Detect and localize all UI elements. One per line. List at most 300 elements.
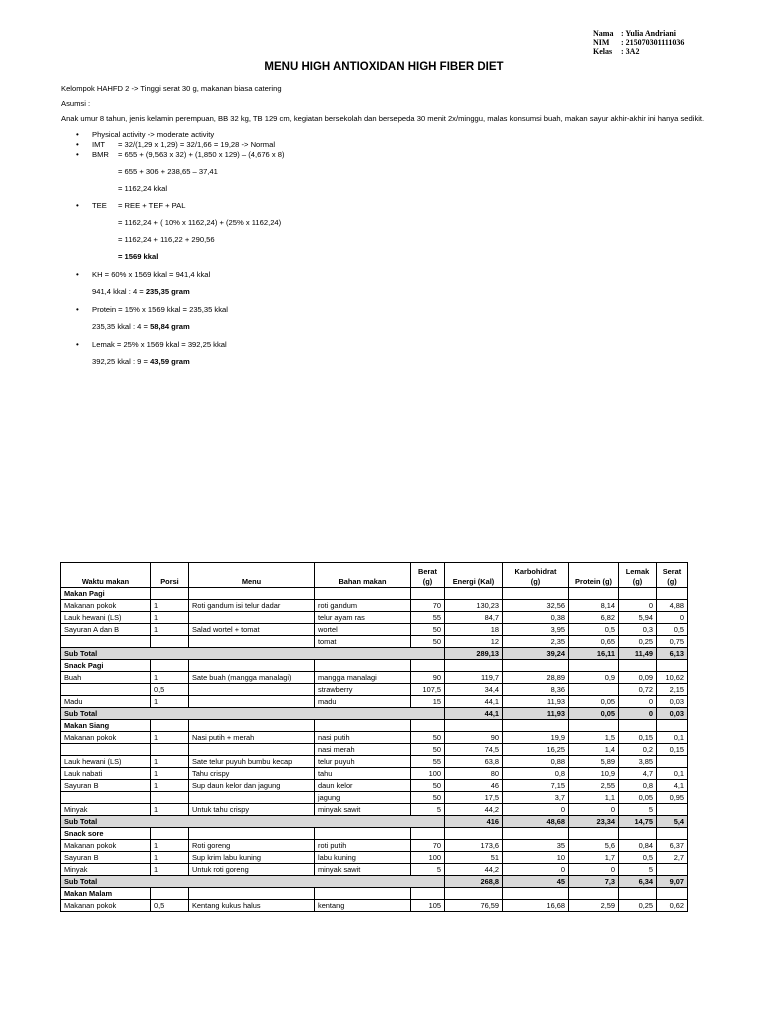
cell-karbo: 8,36: [503, 684, 569, 696]
cell-berat: 5: [411, 864, 445, 876]
cell-protein: 0: [569, 864, 619, 876]
cell-menu: [189, 888, 315, 900]
cell-berat: 105: [411, 900, 445, 912]
cell-energi: 84,7: [445, 612, 503, 624]
table-row: [61, 612, 688, 624]
cell-waktu: Makan Pagi: [61, 588, 151, 600]
table-row: [61, 624, 688, 636]
cell-menu: Sup daun kelor dan jagung: [189, 780, 315, 792]
cell-menu: Tahu crispy: [189, 768, 315, 780]
table-row: [61, 732, 688, 744]
cell-menu: [189, 792, 315, 804]
cell-porsi: [151, 720, 189, 732]
table-row: [61, 864, 688, 876]
cell-serat: 10,62: [657, 672, 688, 684]
cell-porsi: [151, 588, 189, 600]
kh-result-line: 941,4 kkal : 4 = 235,35 gram: [92, 287, 190, 296]
cell-menu: Nasi putih + merah: [189, 732, 315, 744]
cell-waktu: Lauk nabati: [61, 768, 151, 780]
cell-berat: 70: [411, 840, 445, 852]
cell-energi: [445, 888, 503, 900]
lemak-item: • Lemak = 25% x 1569 kkal = 392,25 kkal: [61, 340, 711, 350]
cell-protein: 0,05: [569, 708, 619, 720]
table-row: [61, 804, 688, 816]
assumption-text: Anak umur 8 tahun, jenis kelamin perempuan, BB 32 kg, TB 129 cm, kegiatan bersekolah dan bersepeda 30 menit 2x/minggu, malas konsumsi buah, makan sayur akhir-akhir ini hanya sedikit.: [61, 114, 705, 123]
cell-karbo: 48,68: [503, 816, 569, 828]
cell-energi: [445, 588, 503, 600]
cell-menu: Untuk tahu crispy: [189, 804, 315, 816]
page-title: MENU HIGH ANTIOXIDAN HIGH FIBER DIET: [264, 61, 504, 73]
table-row: [61, 780, 688, 792]
bmr-step3: = 1162,24 kkal: [118, 184, 168, 193]
cell-waktu: Makan Siang: [61, 720, 151, 732]
document-body: [61, 84, 711, 367]
header-porsi: Porsi: [151, 563, 189, 588]
cell-karbo: 19,9: [503, 732, 569, 744]
table-row: [61, 684, 688, 696]
cell-serat: 4,1: [657, 780, 688, 792]
cell-lemak: [619, 660, 657, 672]
cell-menu: Kentang kukus halus: [189, 900, 315, 912]
header-berat: Berat (g): [411, 563, 445, 588]
cell-serat: 0,5: [657, 624, 688, 636]
cell-berat: 50: [411, 636, 445, 648]
cell-serat: 0: [657, 612, 688, 624]
cell-menu: [189, 684, 315, 696]
cell-lemak: 0,09: [619, 672, 657, 684]
cell-lemak: 0,2: [619, 744, 657, 756]
cell-porsi: 1: [151, 672, 189, 684]
cell-karbo: 32,56: [503, 600, 569, 612]
cell-serat: [657, 660, 688, 672]
cell-waktu: Sayuran A dan B: [61, 624, 151, 636]
cell-porsi: [151, 636, 189, 648]
header-lemak: Lemak (g): [619, 563, 657, 588]
cell-menu: [189, 720, 315, 732]
cell-energi: 44,2: [445, 804, 503, 816]
cell-serat: [657, 720, 688, 732]
cell-energi: 44,1: [445, 708, 503, 720]
cell-serat: [657, 828, 688, 840]
cell-menu: Untuk roti goreng: [189, 864, 315, 876]
cell-karbo: 3,7: [503, 792, 569, 804]
header-protein: Protein (g): [569, 563, 619, 588]
cell-serat: [657, 864, 688, 876]
cell-energi: 74,5: [445, 744, 503, 756]
cell-karbo: 35: [503, 840, 569, 852]
cell-porsi: 1: [151, 612, 189, 624]
cell-protein: 8,14: [569, 600, 619, 612]
cell-bahan: [315, 828, 411, 840]
cell-karbo: 10: [503, 852, 569, 864]
cell-protein: 0: [569, 804, 619, 816]
cell-protein: 6,82: [569, 612, 619, 624]
cell-karbo: 28,89: [503, 672, 569, 684]
cell-protein: [569, 588, 619, 600]
section-row: [61, 828, 688, 840]
cell-karbo: 45: [503, 876, 569, 888]
cell-karbo: 16,25: [503, 744, 569, 756]
cell-serat: 0,03: [657, 696, 688, 708]
protein-item: • Protein = 15% x 1569 kkal = 235,35 kkal: [61, 305, 711, 315]
cell-porsi: 0,5: [151, 900, 189, 912]
cell-energi: 44,2: [445, 864, 503, 876]
cell-menu: [189, 696, 315, 708]
cell-porsi: [151, 792, 189, 804]
subtotal-row: [61, 708, 688, 720]
cell-subtotal-label: Sub Total: [61, 816, 445, 828]
cell-porsi: 1: [151, 624, 189, 636]
cell-menu: [189, 660, 315, 672]
cell-bahan: roti gandum: [315, 600, 411, 612]
cell-waktu: Snack sore: [61, 828, 151, 840]
cell-karbo: 11,93: [503, 696, 569, 708]
cell-lemak: 5: [619, 864, 657, 876]
cell-lemak: 0: [619, 600, 657, 612]
cell-subtotal-label: Sub Total: [61, 708, 445, 720]
cell-berat: 50: [411, 732, 445, 744]
cell-porsi: 1: [151, 804, 189, 816]
cell-energi: 416: [445, 816, 503, 828]
cell-lemak: 6,34: [619, 876, 657, 888]
imt-item: • IMT = 32/(1,29 x 1,29) = 32/1,66 = 19,28 -> Normal: [61, 140, 711, 150]
cell-porsi: [151, 744, 189, 756]
cell-menu: [189, 744, 315, 756]
cell-bahan: madu: [315, 696, 411, 708]
cell-lemak: [619, 588, 657, 600]
cell-bahan: daun kelor: [315, 780, 411, 792]
cell-energi: 130,23: [445, 600, 503, 612]
cell-protein: 2,55: [569, 780, 619, 792]
cell-karbo: [503, 828, 569, 840]
cell-berat: 100: [411, 768, 445, 780]
cell-lemak: [619, 828, 657, 840]
cell-energi: 119,7: [445, 672, 503, 684]
table-row: [61, 756, 688, 768]
cell-serat: 0,15: [657, 744, 688, 756]
cell-lemak: 0,05: [619, 792, 657, 804]
section-row: [61, 588, 688, 600]
table-row: [61, 900, 688, 912]
cell-bahan: nasi merah: [315, 744, 411, 756]
tee-step2: = 1162,24 + ( 10% x 1162,24) + (25% x 1162,24): [118, 218, 282, 227]
cell-energi: [445, 828, 503, 840]
cell-menu: Roti goreng: [189, 840, 315, 852]
cell-berat: 5: [411, 804, 445, 816]
cell-lemak: 0,25: [619, 900, 657, 912]
cell-protein: 16,11: [569, 648, 619, 660]
cell-porsi: 1: [151, 780, 189, 792]
cell-protein: [569, 684, 619, 696]
cell-energi: 63,8: [445, 756, 503, 768]
cell-porsi: 1: [151, 756, 189, 768]
cell-serat: [657, 588, 688, 600]
cell-energi: 173,6: [445, 840, 503, 852]
cell-lemak: 11,49: [619, 648, 657, 660]
cell-berat: 100: [411, 852, 445, 864]
header-menu: Menu: [189, 563, 315, 588]
cell-karbo: [503, 660, 569, 672]
identity-block: [593, 29, 684, 56]
cell-porsi: 0,5: [151, 684, 189, 696]
cell-serat: 2,7: [657, 852, 688, 864]
cell-protein: [569, 888, 619, 900]
cell-serat: 0,62: [657, 900, 688, 912]
cell-lemak: [619, 888, 657, 900]
cell-protein: 1,4: [569, 744, 619, 756]
cell-karbo: 0: [503, 864, 569, 876]
section-row: [61, 888, 688, 900]
cell-serat: 6,13: [657, 648, 688, 660]
cell-protein: 10,9: [569, 768, 619, 780]
cell-karbo: 2,35: [503, 636, 569, 648]
cell-protein: 0,05: [569, 696, 619, 708]
cell-berat: 50: [411, 624, 445, 636]
protein-result-line: 235,35 kkal : 4 = 58,84 gram: [92, 322, 190, 331]
cell-karbo: 0,38: [503, 612, 569, 624]
cell-serat: 5,4: [657, 816, 688, 828]
cell-porsi: [151, 888, 189, 900]
cell-protein: 0,65: [569, 636, 619, 648]
cell-waktu: Makanan pokok: [61, 600, 151, 612]
cell-protein: 5,89: [569, 756, 619, 768]
cell-protein: 5,6: [569, 840, 619, 852]
subtotal-row: [61, 648, 688, 660]
cell-porsi: 1: [151, 732, 189, 744]
cell-lemak: 0,72: [619, 684, 657, 696]
cell-berat: 55: [411, 612, 445, 624]
cell-lemak: 0,8: [619, 780, 657, 792]
cell-lemak: 0,25: [619, 636, 657, 648]
cell-protein: 1,5: [569, 732, 619, 744]
cell-menu: [189, 588, 315, 600]
cell-energi: 18: [445, 624, 503, 636]
table-row: [61, 792, 688, 804]
cell-waktu: Lauk hewani (LS): [61, 756, 151, 768]
cell-berat: 90: [411, 672, 445, 684]
cell-karbo: [503, 720, 569, 732]
cell-bahan: wortel: [315, 624, 411, 636]
bmr-item: • BMR = 655 + (9,563 x 32) + (1,850 x 129) – (4,676 x 8): [61, 150, 711, 160]
cell-lemak: [619, 720, 657, 732]
cell-protein: [569, 828, 619, 840]
cell-menu: Sup krim labu kuning: [189, 852, 315, 864]
cell-waktu: Buah: [61, 672, 151, 684]
cell-waktu: Makanan pokok: [61, 840, 151, 852]
cell-porsi: [151, 660, 189, 672]
cell-waktu: Makanan pokok: [61, 900, 151, 912]
cell-bahan: jagung: [315, 792, 411, 804]
cell-karbo: [503, 888, 569, 900]
cell-bahan: telur puyuh: [315, 756, 411, 768]
cell-energi: 34,4: [445, 684, 503, 696]
cell-bahan: kentang: [315, 900, 411, 912]
cell-berat: [411, 660, 445, 672]
header-waktu: Waktu makan: [61, 563, 151, 588]
cell-lemak: 0,5: [619, 852, 657, 864]
bmr-step2: = 655 + 306 + 238,65 – 37,41: [118, 167, 218, 176]
cell-energi: 51: [445, 852, 503, 864]
cell-bahan: minyak sawit: [315, 804, 411, 816]
cell-serat: 0,03: [657, 708, 688, 720]
table-row: [61, 636, 688, 648]
cell-serat: [657, 804, 688, 816]
cell-serat: [657, 888, 688, 900]
cell-porsi: 1: [151, 840, 189, 852]
cell-bahan: tahu: [315, 768, 411, 780]
lemak-result-line: 392,25 kkal : 9 = 43,59 gram: [92, 357, 190, 366]
cell-porsi: 1: [151, 852, 189, 864]
cell-serat: 9,07: [657, 876, 688, 888]
cell-lemak: 4,7: [619, 768, 657, 780]
cell-energi: 17,5: [445, 792, 503, 804]
cell-energi: 12: [445, 636, 503, 648]
cell-berat: 50: [411, 792, 445, 804]
cell-serat: 0,75: [657, 636, 688, 648]
cell-waktu: Minyak: [61, 864, 151, 876]
cell-bahan: strawberry: [315, 684, 411, 696]
cell-lemak: 14,75: [619, 816, 657, 828]
cell-protein: 7,3: [569, 876, 619, 888]
cell-energi: [445, 720, 503, 732]
cell-porsi: 1: [151, 696, 189, 708]
section-row: [61, 720, 688, 732]
cell-karbo: 11,93: [503, 708, 569, 720]
table-row: [61, 768, 688, 780]
header-energi: Energi (Kal): [445, 563, 503, 588]
cell-energi: 90: [445, 732, 503, 744]
cell-serat: 0,1: [657, 732, 688, 744]
tee-step3: = 1162,24 + 116,22 + 290,56: [118, 235, 215, 244]
cell-karbo: 39,24: [503, 648, 569, 660]
cell-lemak: 0,15: [619, 732, 657, 744]
cell-berat: 70: [411, 600, 445, 612]
cell-waktu: [61, 744, 151, 756]
cell-energi: 76,59: [445, 900, 503, 912]
cell-waktu: Snack Pagi: [61, 660, 151, 672]
subtotal-row: [61, 816, 688, 828]
table-row: [61, 744, 688, 756]
cell-porsi: 1: [151, 864, 189, 876]
cell-menu: Roti gandum isi telur dadar: [189, 600, 315, 612]
cell-menu: [189, 636, 315, 648]
cell-lemak: 0,84: [619, 840, 657, 852]
cell-berat: [411, 588, 445, 600]
cell-protein: 1,1: [569, 792, 619, 804]
cell-bahan: [315, 888, 411, 900]
cell-energi: 289,13: [445, 648, 503, 660]
cell-berat: 50: [411, 744, 445, 756]
cell-subtotal-label: Sub Total: [61, 648, 445, 660]
cell-berat: [411, 888, 445, 900]
header-karbo: Karbohidrat (g): [503, 563, 569, 588]
cell-waktu: Minyak: [61, 804, 151, 816]
cell-lemak: 5,94: [619, 612, 657, 624]
kh-item: • KH = 60% x 1569 kkal = 941,4 kkal: [61, 270, 711, 280]
cell-karbo: 0,8: [503, 768, 569, 780]
cell-energi: 44,1: [445, 696, 503, 708]
identity-row-class: Kelas : 3A2: [593, 47, 640, 56]
cell-protein: 23,34: [569, 816, 619, 828]
cell-bahan: nasi putih: [315, 732, 411, 744]
cell-subtotal-label: Sub Total: [61, 876, 445, 888]
cell-lemak: 0: [619, 696, 657, 708]
cell-menu: Sate telur puyuh bumbu kecap: [189, 756, 315, 768]
cell-waktu: Makanan pokok: [61, 732, 151, 744]
cell-berat: [411, 720, 445, 732]
cell-waktu: Sayuran B: [61, 780, 151, 792]
cell-serat: 4,88: [657, 600, 688, 612]
subtotal-row: [61, 876, 688, 888]
assumption-label: Asumsi :: [61, 99, 91, 108]
table-row: [61, 600, 688, 612]
cell-menu: [189, 828, 315, 840]
cell-bahan: minyak sawit: [315, 864, 411, 876]
nutrition-table: [60, 562, 688, 912]
calc-list: [61, 130, 711, 367]
table-row: [61, 840, 688, 852]
cell-porsi: [151, 828, 189, 840]
identity-row-name: Nama : Yulia Andriani: [593, 29, 676, 38]
cell-energi: 80: [445, 768, 503, 780]
cell-waktu: Madu: [61, 696, 151, 708]
cell-karbo: 7,15: [503, 780, 569, 792]
identity-row-nim: NIM : 215070301111036: [593, 38, 685, 47]
tee-step4: = 1569 kkal: [118, 252, 159, 261]
cell-serat: 0,1: [657, 768, 688, 780]
cell-waktu: Sayuran B: [61, 852, 151, 864]
header-serat: Serat (g): [657, 563, 688, 588]
cell-energi: [445, 660, 503, 672]
cell-protein: 2,59: [569, 900, 619, 912]
cell-berat: 50: [411, 780, 445, 792]
cell-bahan: roti putih: [315, 840, 411, 852]
table-row: [61, 696, 688, 708]
cell-lemak: 3,85: [619, 756, 657, 768]
tee-item: • TEE = REE + TEF + PAL: [61, 201, 711, 211]
cell-bahan: tomat: [315, 636, 411, 648]
cell-bahan: [315, 720, 411, 732]
group-line: Kelompok HAHFD 2 -> Tinggi serat 30 g, makanan biasa catering: [61, 84, 282, 93]
pa-item: • Physical activity -> moderate activity: [61, 130, 711, 140]
cell-protein: 0,5: [569, 624, 619, 636]
cell-karbo: 0: [503, 804, 569, 816]
cell-karbo: 0,88: [503, 756, 569, 768]
cell-porsi: 1: [151, 600, 189, 612]
cell-lemak: 5: [619, 804, 657, 816]
cell-berat: [411, 828, 445, 840]
header-bahan: Bahan makan: [315, 563, 411, 588]
cell-porsi: 1: [151, 768, 189, 780]
cell-serat: 2,15: [657, 684, 688, 696]
cell-karbo: 3,95: [503, 624, 569, 636]
cell-menu: [189, 612, 315, 624]
cell-serat: 6,37: [657, 840, 688, 852]
cell-menu: Sate buah (mangga manalagi): [189, 672, 315, 684]
table-row: [61, 852, 688, 864]
table-row: [61, 672, 688, 684]
cell-bahan: [315, 660, 411, 672]
cell-berat: 15: [411, 696, 445, 708]
cell-lemak: 0,3: [619, 624, 657, 636]
cell-waktu: Lauk hewani (LS): [61, 612, 151, 624]
cell-protein: [569, 720, 619, 732]
cell-berat: 55: [411, 756, 445, 768]
section-row: [61, 660, 688, 672]
cell-menu: Salad wortel + tomat: [189, 624, 315, 636]
cell-energi: 268,8: [445, 876, 503, 888]
cell-bahan: labu kuning: [315, 852, 411, 864]
